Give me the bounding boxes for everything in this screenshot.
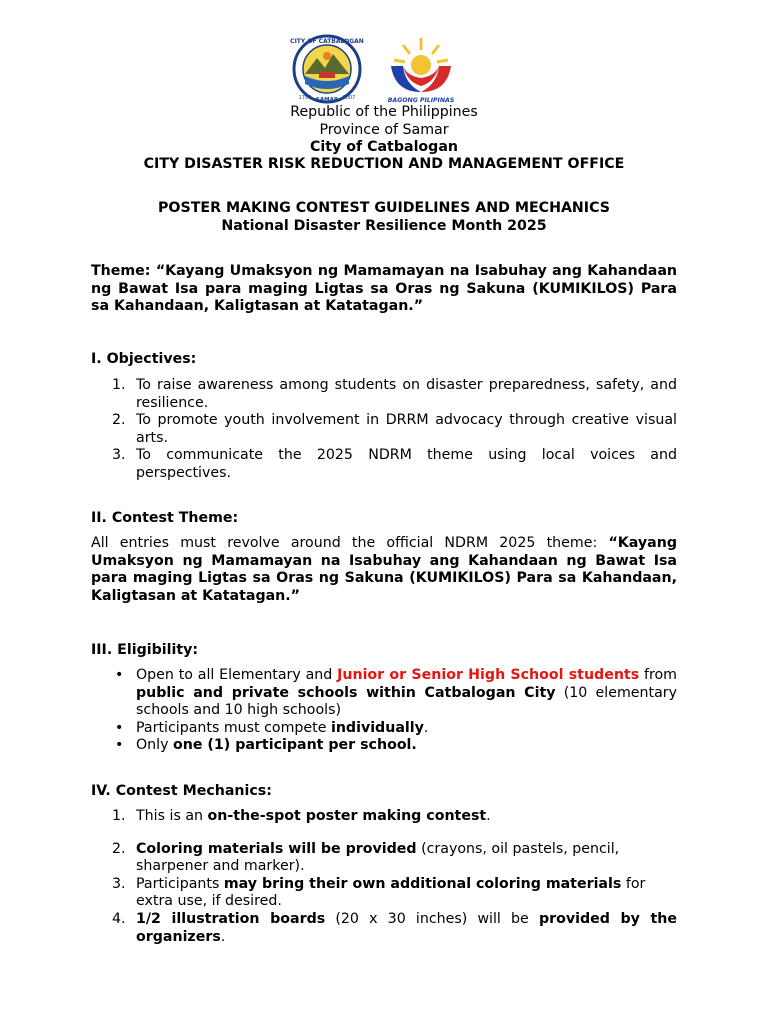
city-seal-logo [289, 34, 371, 104]
contest-theme-paragraph: All entries must revolve around the official NDRM 2025 theme: “Kayang Umaksyon ng Mamamayan na Isabuhay ang Kahandaan ng Bawat Isa para maging Ligtas sa Oras ng Sakuna (KUMIKILOS) Para sa Kahandaan, Kaligtasan at Katatagan.” [91, 535, 677, 604]
theme-paragraph: Theme: “Kayang Umaksyon ng Mamamayan na Isabuhay ang Kahandaan ng Bawat Isa para maging Ligtas sa Oras ng Sakuna (KUMIKILOS) Para sa Kahandaan, Kaligtasan at Katatagan.” [91, 263, 677, 315]
document-title: POSTER MAKING CONTEST GUIDELINES AND MECHANICS [158, 200, 610, 216]
header-office: CITY DISASTER RISK REDUCTION AND MANAGEMENT OFFICE [143, 156, 625, 172]
objectives-heading: I. Objectives: [91, 351, 197, 367]
seal-year-right: 2007 [342, 95, 356, 101]
list-item: 3. To communicate the 2025 NDRM theme using local voices and perspectives. [112, 447, 677, 481]
list-item: • Only one (1) participant per school. [115, 737, 417, 754]
seal-top-text: CITY OF CATBALOGAN [290, 38, 364, 45]
mechanics-list [91, 808, 677, 946]
document-subtitle: National Disaster Resilience Month 2025 [221, 218, 547, 234]
objectives-list [91, 377, 677, 483]
header-province: Province of Samar [319, 122, 449, 138]
list-item: 2. Coloring materials will be provided (crayons, oil pastels, pencil, sharpener and marker). [112, 840, 620, 875]
logo-row [0, 34, 768, 104]
eligibility-heading: III. Eligibility: [91, 642, 199, 658]
list-item: 1. This is an on-the-spot poster making contest. [112, 808, 491, 824]
contest-theme-heading: II. Contest Theme: [91, 510, 239, 526]
eligibility-list [91, 667, 677, 755]
header-republic: Republic of the Philippines [290, 104, 478, 120]
list-item: • Participants must compete individually. [115, 719, 429, 736]
header-city: City of Catbalogan [309, 139, 459, 155]
list-item: 1. To raise awareness among students on disaster preparedness, safety, and resilience. [112, 377, 677, 411]
seal-year-left: 1708 [298, 95, 312, 101]
list-item: 2. To promote youth involvement in DRRM advocacy through creative visual arts. [112, 412, 677, 446]
seal-bottom-text: SAMAR [315, 97, 339, 103]
list-item: 4. 1/2 illustration boards (20 x 30 inches) will be provided by the organizers. [112, 910, 678, 945]
bagong-pilipinas-text: BAGONG PILIPINAS [387, 97, 455, 104]
list-item: • Open to all Elementary and Junior or Senior High School students from public and private schools within Catbalogan City (10 elementary schools and 10 high schools) [115, 667, 677, 719]
bagong-pilipinas-logo [385, 36, 457, 104]
list-item: 3. Participants may bring their own additional coloring materials for extra use, if desired. [112, 875, 646, 910]
mechanics-heading: IV. Contest Mechanics: [91, 783, 272, 799]
